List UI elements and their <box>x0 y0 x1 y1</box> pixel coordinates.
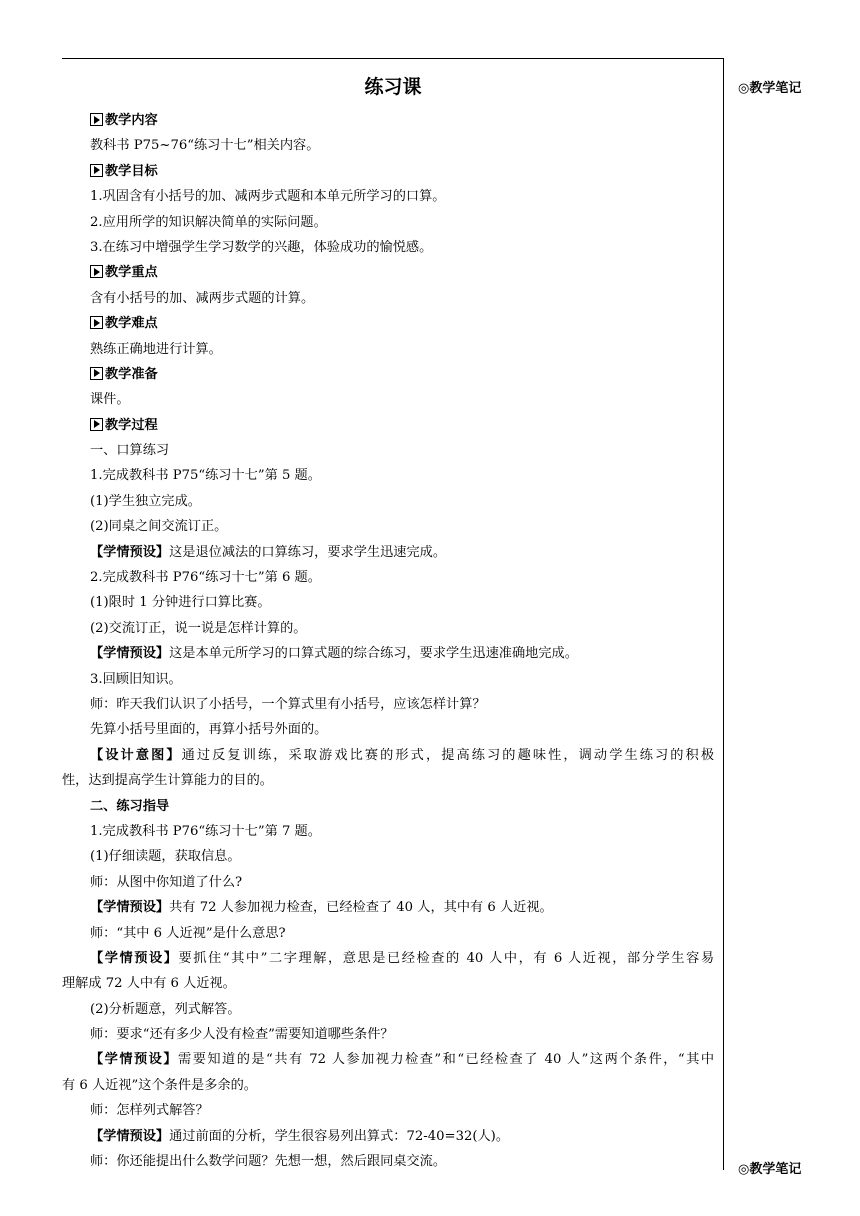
paragraph: 师：你还能提出什么数学问题？先想一想，然后跟同桌交流。 <box>90 1154 447 1170</box>
paragraph: 师：“其中 6 人近视”是什么意思? <box>90 925 286 941</box>
paragraph: 【设计意图】通过反复训练，采取游戏比赛的形式，提高练习的趣味性，调动学生练习的积极 <box>90 747 714 763</box>
play-triangle-icon <box>90 164 103 177</box>
paragraph: 【学情预设】通过前面的分析，学生很容易列出算式：72-40=32(人)。 <box>90 1128 510 1144</box>
paragraph: 师：从图中你知道了什么? <box>90 874 243 890</box>
paragraph: 理解成 72 人中有 6 人近视。 <box>62 976 236 992</box>
paragraph: 1.完成教科书 P75“练习十七”第 5 题。 <box>90 468 321 484</box>
side-column-rule <box>723 58 724 1170</box>
play-triangle-icon <box>90 316 103 329</box>
paragraph: 师：昨天我们认识了小括号，一个算式里有小括号，应该怎样计算？ <box>90 696 486 712</box>
play-triangle-icon <box>90 367 103 380</box>
section-heading-content: 教学内容 <box>62 108 714 133</box>
section-heading-key: 教学重点 <box>62 260 714 285</box>
subsection-title: 一、口算练习 <box>90 443 170 459</box>
paragraph: 3.回顾旧知识。 <box>90 671 182 687</box>
paragraph: 课件。 <box>90 392 130 408</box>
section-heading-prep: 教学准备 <box>62 362 714 387</box>
play-triangle-icon <box>90 418 103 431</box>
paragraph: 3.在练习中增强学生学习数学的兴趣，体验成功的愉悦感。 <box>90 239 433 255</box>
paragraph: 1.完成教科书 P76“练习十七”第 7 题。 <box>90 823 321 839</box>
paragraph: (1)学生独立完成。 <box>90 493 201 509</box>
top-rule <box>62 58 724 59</box>
paragraph: 教科书 P75~76“练习十七”相关内容。 <box>90 138 320 154</box>
paragraph: 有 6 人近视”这个条件是多余的。 <box>62 1077 257 1093</box>
preview-tag: 【学情预设】 <box>90 544 170 560</box>
teaching-notes-label: ◎教学笔记 <box>738 81 802 96</box>
paragraph: (2)交流订正，说一说是怎样计算的。 <box>90 620 307 636</box>
paragraph: 先算小括号里面的，再算小括号外面的。 <box>90 722 328 738</box>
paragraph: (1)仔细读题，获取信息。 <box>90 849 241 865</box>
subsection-title: 二、练习指导 <box>90 798 170 814</box>
paragraph: (2)分析题意，列式解答。 <box>90 1001 241 1017</box>
paragraph: 【学情预设】要抓住“其中”二字理解，意思是已经检查的 40 人中，有 6 人近视，部分学生容易 <box>90 950 715 966</box>
teaching-notes-label-bottom: ◎教学笔记 <box>738 1162 802 1177</box>
preview-tag: 【学情预设】 <box>90 646 170 662</box>
section-heading-goals: 教学目标 <box>62 159 714 184</box>
paragraph: 师：要求“还有多少人没有检查”需要知道哪些条件？ <box>90 1027 394 1043</box>
preview-tag: 【学情预设】 <box>90 1052 179 1068</box>
paragraph: 【学情预设】这是退位减法的口算练习，要求学生迅速完成。 <box>90 544 447 560</box>
paragraph: 【学情预设】共有 72 人参加视力检查，已经检查了 40 人，其中有 6 人近视。 <box>90 900 553 916</box>
design-tag: 【设计意图】 <box>90 747 182 763</box>
paragraph: 含有小括号的加、减两步式题的计算。 <box>90 290 315 306</box>
paragraph: 2.应用所学的知识解决简单的实际问题。 <box>90 214 327 230</box>
section-heading-process: 教学过程 <box>62 413 714 438</box>
section-heading-difficulty: 教学难点 <box>62 311 714 336</box>
preview-tag: 【学情预设】 <box>90 1128 170 1144</box>
paragraph: 1.巩固含有小括号的加、减两步式题和本单元所学习的口算。 <box>90 189 446 205</box>
play-triangle-icon <box>90 113 103 126</box>
preview-tag: 【学情预设】 <box>90 950 179 966</box>
page-title: 练习课 <box>364 76 422 98</box>
paragraph: 师：怎样列式解答？ <box>90 1103 209 1119</box>
paragraph: 熟练正确地进行计算。 <box>90 341 222 357</box>
lesson-content <box>62 108 714 1174</box>
paragraph: (1)限时 1 分钟进行口算比赛。 <box>90 595 271 611</box>
paragraph: 性，达到提高学生计算能力的目的。 <box>62 773 273 789</box>
play-triangle-icon <box>90 265 103 278</box>
paragraph: 2.完成教科书 P76“练习十七”第 6 题。 <box>90 570 321 586</box>
preview-tag: 【学情预设】 <box>90 900 170 916</box>
paragraph: (2)同桌之间交流订正。 <box>90 519 228 535</box>
paragraph: 【学情预设】这是本单元所学习的口算式题的综合练习，要求学生迅速准确地完成。 <box>90 646 578 662</box>
paragraph: 【学情预设】需要知道的是“共有 72 人参加视力检查”和“已经检查了 40 人”这两个条件，“其中 <box>90 1052 715 1068</box>
